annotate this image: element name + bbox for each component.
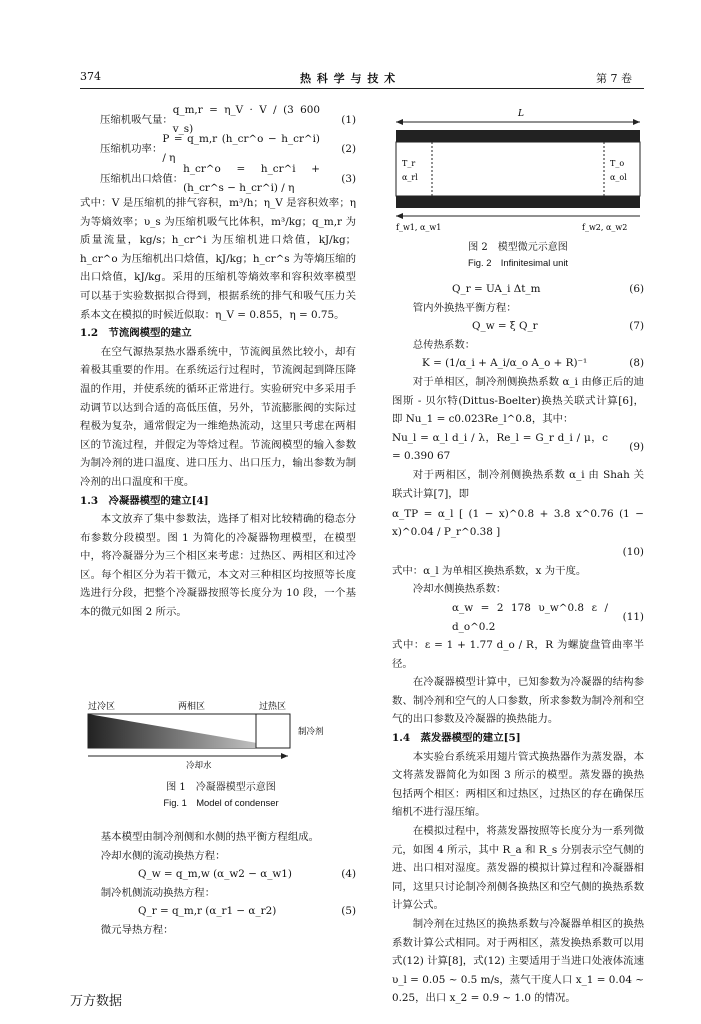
paragraph-throttle: 在空气源热泵热水器系统中，节流阀虽然比较小，却有着极其重要的作用。在系统运行过程时，节流阀起到降压降温的作用，并使系统的循环正常进行。实验研究中多采用手动调节以达到合适的高低压值，另外，节流膨胀阀的实际过程极为复杂，通常假定为一维绝热流动，这里只考虑在两相区的节流过程，并假定为等焓过程。节流阀模型的输入参数为制冷剂的进口温度、进口压力、出口压力，输出参数为制冷剂的出口温度和干度。 (80, 345, 356, 488)
eq2-lhs: 压缩机功率： (100, 142, 163, 155)
label-refrigerant-side: 制冷机侧流动换热方程： (100, 886, 216, 899)
eq1-lhs: 压缩机吸气量： (100, 113, 173, 126)
paragraph-eq10-note: 式中：α_l 为单相区换热系数，x 为干度。 (392, 564, 587, 577)
fig2-label-in: f_w1, α_w1 (396, 223, 442, 232)
eq4-formula: Q_w = q_m,w (α_w2 − α_w1) (138, 868, 292, 881)
equation-11 (392, 599, 644, 636)
fig2-flow-arrow (396, 213, 403, 219)
fig1-label-refrigerant: 制冷剂 (298, 727, 324, 737)
fig2-caption-cn: 图 2 模型微元示意图 (468, 242, 568, 253)
paragraph-condenser-params: 在冷凝器模型计算中，已知参数为冷凝器的结构参数、制冷剂和空气的人口参数，所求参数为制冷剂和空气的出口参数及冷凝器的换热能力。 (392, 676, 644, 726)
left-column-bottom (80, 828, 356, 940)
eq11-formula: α_w = 2 178 υ_w^0.8 ε / d_o^0.2 (452, 601, 608, 633)
paragraph-base-model: 基本模型由制冷剂侧和水侧的热平衡方程组成。 (100, 831, 319, 843)
fig2-tube (396, 142, 640, 196)
left-column (80, 106, 356, 622)
fig2-label-To: T_o (610, 159, 625, 168)
eq9-formula: Nu_l = α_l d_i / λ，Re_l = G_r d_i / μ，c = 0.390 67 (392, 431, 608, 463)
equation-5 (80, 902, 356, 921)
journal-title: 热 科 学 与 技 术 (300, 72, 397, 85)
eq9-number: (9) (629, 441, 644, 454)
fig1-label-left: 过冷区 (88, 702, 116, 712)
equation-10 (392, 503, 644, 543)
fig2-dim-arrow-left (396, 119, 403, 125)
label-conduction: 微元导热方程： (100, 923, 174, 936)
fig1-label-water: 冷却水 (186, 761, 212, 770)
label-balance: 管内外换热平衡方程： (412, 301, 517, 314)
section-1-2-heading: 1.2 节流阀模型的建立 (80, 327, 192, 340)
eq7-number: (7) (629, 320, 644, 333)
equation-6 (392, 280, 644, 299)
equation-4 (80, 865, 356, 884)
fig1-caption-en: Fig. 1 Model of condenser (163, 797, 279, 808)
eq1-number: (1) (341, 113, 356, 126)
fig2-label-Tr: T_r (402, 159, 416, 168)
fig2-label-L: L (518, 109, 524, 119)
fig1-label-middle: 两相区 (178, 702, 206, 712)
section-1-3-heading: 1.3 冷凝器模型的建立[4] (80, 494, 209, 507)
fig2-label-ar: α_rl (402, 173, 418, 182)
eq8-formula: K = (1/α_i + A_i/α_o A_o + R)⁻¹ (422, 357, 588, 370)
page-number: 374 (80, 70, 101, 83)
fig1-subcool-box (256, 714, 290, 748)
fig2-top-wall (396, 130, 640, 142)
figure-1 (86, 698, 356, 818)
equation-9 (392, 429, 644, 466)
equation-3 (80, 164, 356, 194)
label-overall-coefficient: 总传热系数： (412, 338, 476, 351)
label-water-coefficient: 冷却水侧换热系数： (412, 583, 507, 596)
eq3-number: (3) (341, 172, 356, 185)
volume-label: 第 7 卷 (596, 72, 632, 85)
eq2-number: (2) (341, 142, 356, 155)
section-1-4-heading: 1.4 蒸发器模型的建立[5] (392, 732, 521, 745)
fig1-arrowhead (281, 753, 288, 759)
paragraph-single-phase: 对于单相区，制冷剂侧换热系数 α_i 由修正后的迪图斯 - 贝尔特(Dittus-Boelter)换热关联式计算[6]，即 Nu_1 = c0.023Re_l^0.8，其中： (392, 375, 644, 426)
equation-8 (392, 354, 644, 373)
fig2-caption-en: Fig. 2 Infinitesimal unit (467, 257, 569, 268)
fig1-caption-cn: 图 1 冷凝器模型示意图 (166, 782, 276, 793)
eq4-number: (4) (341, 868, 356, 881)
right-column (392, 280, 644, 1008)
eq10-formula: α_TP = α_l [ (1 − x)^0.8 + 3.8 x^0.76 (1 − x)^0.04 / P_r^0.38 ] (392, 507, 644, 539)
eq3-lhs: 压缩机出口焓值： (100, 172, 184, 185)
paragraph-eq11-note: 式中：ε = 1 + 1.77 d_o / R，R 为螺旋盘管曲率半径。 (392, 639, 644, 670)
eq6-number: (6) (629, 283, 644, 295)
fig2-label-ao: α_ol (610, 173, 627, 182)
eq1-formula: q_m,r = η_V · V / (3 600 v_s) (172, 104, 320, 135)
fig2-dim-arrow-right (633, 119, 640, 125)
paragraph-evaporator: 本实验台系统采用翅片管式换热器作为蒸发器，本文将蒸发器简化为如图 3 所示的模型。蒸发器的换热包括两个相区：两相区和过热区，过热区的存在确保压缩机不进行湿压缩。 (392, 750, 644, 819)
eq8-number: (8) (629, 357, 644, 370)
eq10-number: (10) (622, 546, 644, 559)
eq5-formula: Q_r = q_m,r (α_r1 − α_r2) (138, 905, 277, 918)
fig1-label-right: 过热区 (259, 702, 287, 712)
eq2-formula: P = q_m,r (h_cr^o − h_cr^i) / η (162, 133, 320, 164)
footer-watermark: 万方数据 (70, 993, 123, 1008)
paragraph-two-phase-evap: 制冷剂在过热区的换热系数与冷凝器单相区的换热系数计算公式相同。对于两相区，蒸发换热系数可以用式(12) 计算[8]，式(12) 主要适用于当进口处液体流速 υ_l = 0.05 ~ 0.5 m/s，蒸气干度人口 x_1 = 0.04 ~ 0.25，出口 x_2 = 0.9 ~ 1.0 的情况。 (392, 918, 644, 1005)
paragraph-simulation: 在模拟过程中，将蒸发器按照等长度分为一系列微元，如图 4 所示，其中 R_a 和 R_s 分别表示空气侧的进、出口相对湿度。蒸发器的模拟计算过程和冷凝器相同，这里只讨论制冷剂侧各换热区和空气侧的换热系数计算公式。 (392, 825, 644, 912)
paragraph-condenser: 本文放弃了集中参数法，选择了相对比较精确的稳态分布参数分段模型。图 1 为简化的冷凝器物理模型，在模型中，将冷凝器分为三个相区来考虑：过热区、两相区和过冷区。每个相区分为若干微元，本文对三种相区均按照等长度选进行分段，把整个冷凝器按照等长度分为 10 段，一个基本的微元如图 2 所示。 (80, 513, 356, 619)
symbol-definitions-1: 式中：V 是压缩机的排气容积，m³/h；η_V 是容积效率；η 为等熵效率；υ_s 为压缩机吸气比体积，m³/kg；q_m,r 为质量流量，kg/s；h_cr^i 为压缩机进口焓值，kJ/kg；h_cr^o 为压缩机出口焓值，kJ/kg；h_cr^s 为等熵压缩的出口焓值，kJ/kg。采用的压缩机等熵效率和容积效率模型可以基于实验数据拟合得到，根据系统的排气和吸气压力关系本文在模拟的时候近似取：η_V = 0.855，η = 0.75。 (80, 197, 356, 321)
condenser-diagram (86, 698, 356, 770)
eq11-number: (11) (622, 611, 644, 624)
fig2-bottom-wall (396, 196, 640, 208)
eq5-number: (5) (341, 905, 356, 918)
eq6-formula: Q_r = UA_i Δt_m (452, 283, 541, 295)
equation-7 (392, 317, 644, 336)
label-water-side: 冷却水侧的流动换热方程： (100, 849, 226, 862)
unit-diagram (392, 106, 644, 236)
paragraph-two-phase: 对于两相区，制冷剂侧换热系数 α_i 由 Shah 关联式计算[7]，即 (392, 468, 644, 500)
figure-2 (392, 106, 644, 276)
eq7-formula: Q_w = ξ Q_r (472, 320, 538, 333)
fig2-label-out: f_w2, α_w2 (582, 223, 628, 232)
header-rule (80, 88, 644, 89)
eq3-formula: h_cr^o = h_cr^i + (h_cr^s − h_cr^i) / η (183, 163, 320, 194)
